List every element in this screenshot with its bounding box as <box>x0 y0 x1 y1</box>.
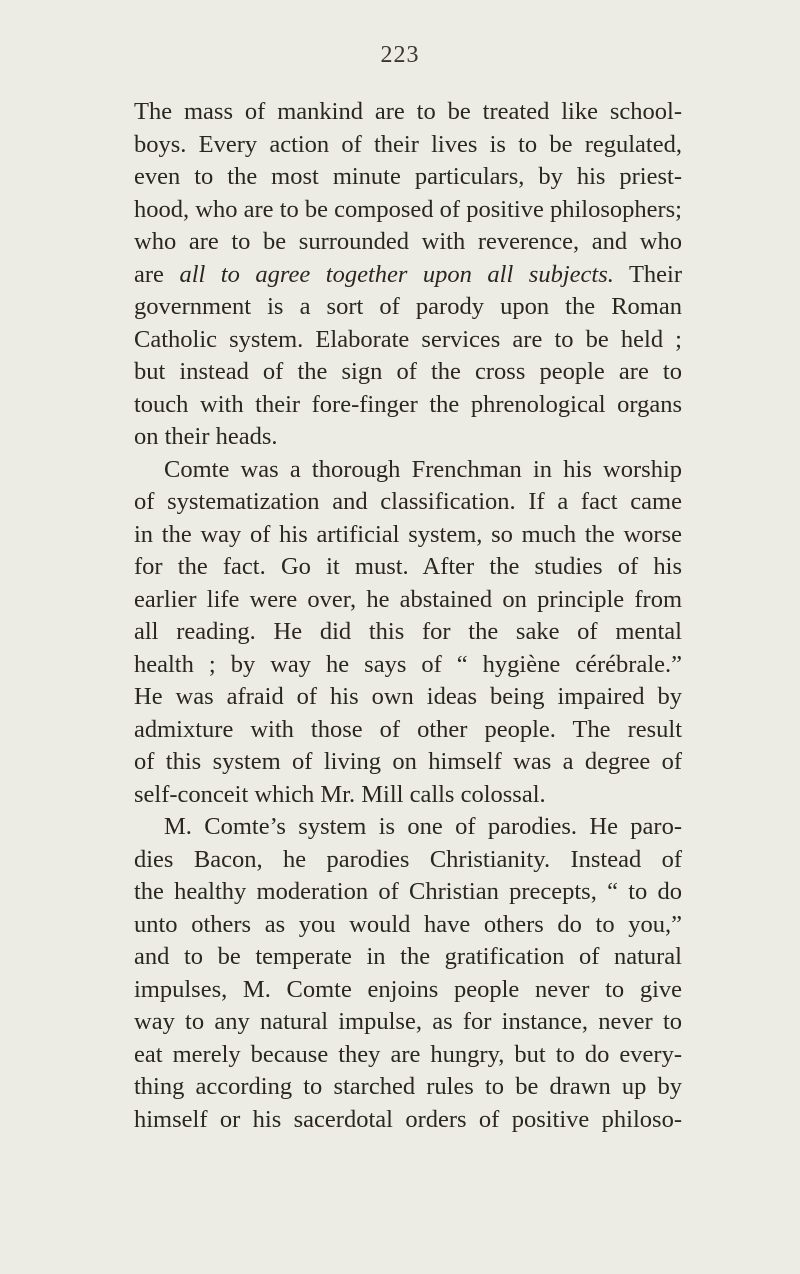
text-line-prefix: are <box>134 260 164 288</box>
text-line: and to be temperate in the gratification of natural <box>134 943 682 970</box>
text-line: in the way of his artificial system, so much the worse <box>134 520 682 548</box>
text-line: The mass of mankind are to be treated like school- <box>134 98 682 125</box>
text-line: the healthy moderation of Christian precepts, “ to do <box>134 878 682 905</box>
text-line: government is a sort of parody upon the Roman <box>134 293 682 320</box>
text-line: eat merely because they are hungry, but to do every- <box>134 1040 682 1068</box>
text-line: thing according to starched rules to be drawn up by <box>134 1073 682 1100</box>
text-line: on their heads. <box>134 423 278 450</box>
text-line: admixture with those of other people. The result <box>134 715 682 743</box>
text-line: Catholic system. Elaborate services are to be held ; <box>134 325 682 353</box>
page-number: 223 <box>380 42 420 68</box>
text-line: for the fact. Go it must. After the studies of his <box>134 553 682 580</box>
text-line <box>134 259 682 292</box>
text-line: earlier life were over, he abstained on principle from <box>134 585 682 613</box>
text-line: himself or his sacerdotal orders of positive philoso- <box>134 1105 682 1133</box>
text-line: even to the most minute particulars, by his priest- <box>134 163 682 190</box>
text-line: who are to be surrounded with reverence, and who <box>134 228 682 255</box>
text-line: way to any natural impulse, as for instance, never to <box>134 1008 682 1035</box>
text-line: all reading. He did this for the sake of mental <box>134 618 682 645</box>
text-line-suffix: Their <box>628 260 682 288</box>
text-line: health ; by way he says of “ hygiène cérébrale.” <box>134 650 682 678</box>
text-line: hood, who are to be composed of positive philosophers; <box>134 195 682 223</box>
text-line: impulses, M. Comte enjoins people never to give <box>134 975 682 1003</box>
text-line: of this system of living on himself was a degree of <box>134 748 682 775</box>
text-line: boys. Every action of their lives is to be regulated, <box>134 130 682 158</box>
text-line: He was afraid of his own ideas being impaired by <box>134 683 682 710</box>
text-line: but instead of the sign of the cross people are to <box>134 358 682 385</box>
text-line: self-conceit which Mr. Mill calls colossal. <box>134 780 546 808</box>
text-line: unto others as you would have others do to you,” <box>134 910 682 938</box>
text-line: of systematization and classification. If a fact came <box>134 488 682 515</box>
italic-phrase: all to agree together upon all subjects. <box>179 260 614 288</box>
body-text <box>134 96 682 1136</box>
text-line: touch with their fore-finger the phrenological organs <box>134 390 682 418</box>
text-line: Comte was a thorough Frenchman in his worship <box>164 455 682 483</box>
text-line: dies Bacon, he parodies Christianity. Instead of <box>134 845 682 873</box>
text-line: M. Comte’s system is one of parodies. He paro- <box>164 813 682 840</box>
